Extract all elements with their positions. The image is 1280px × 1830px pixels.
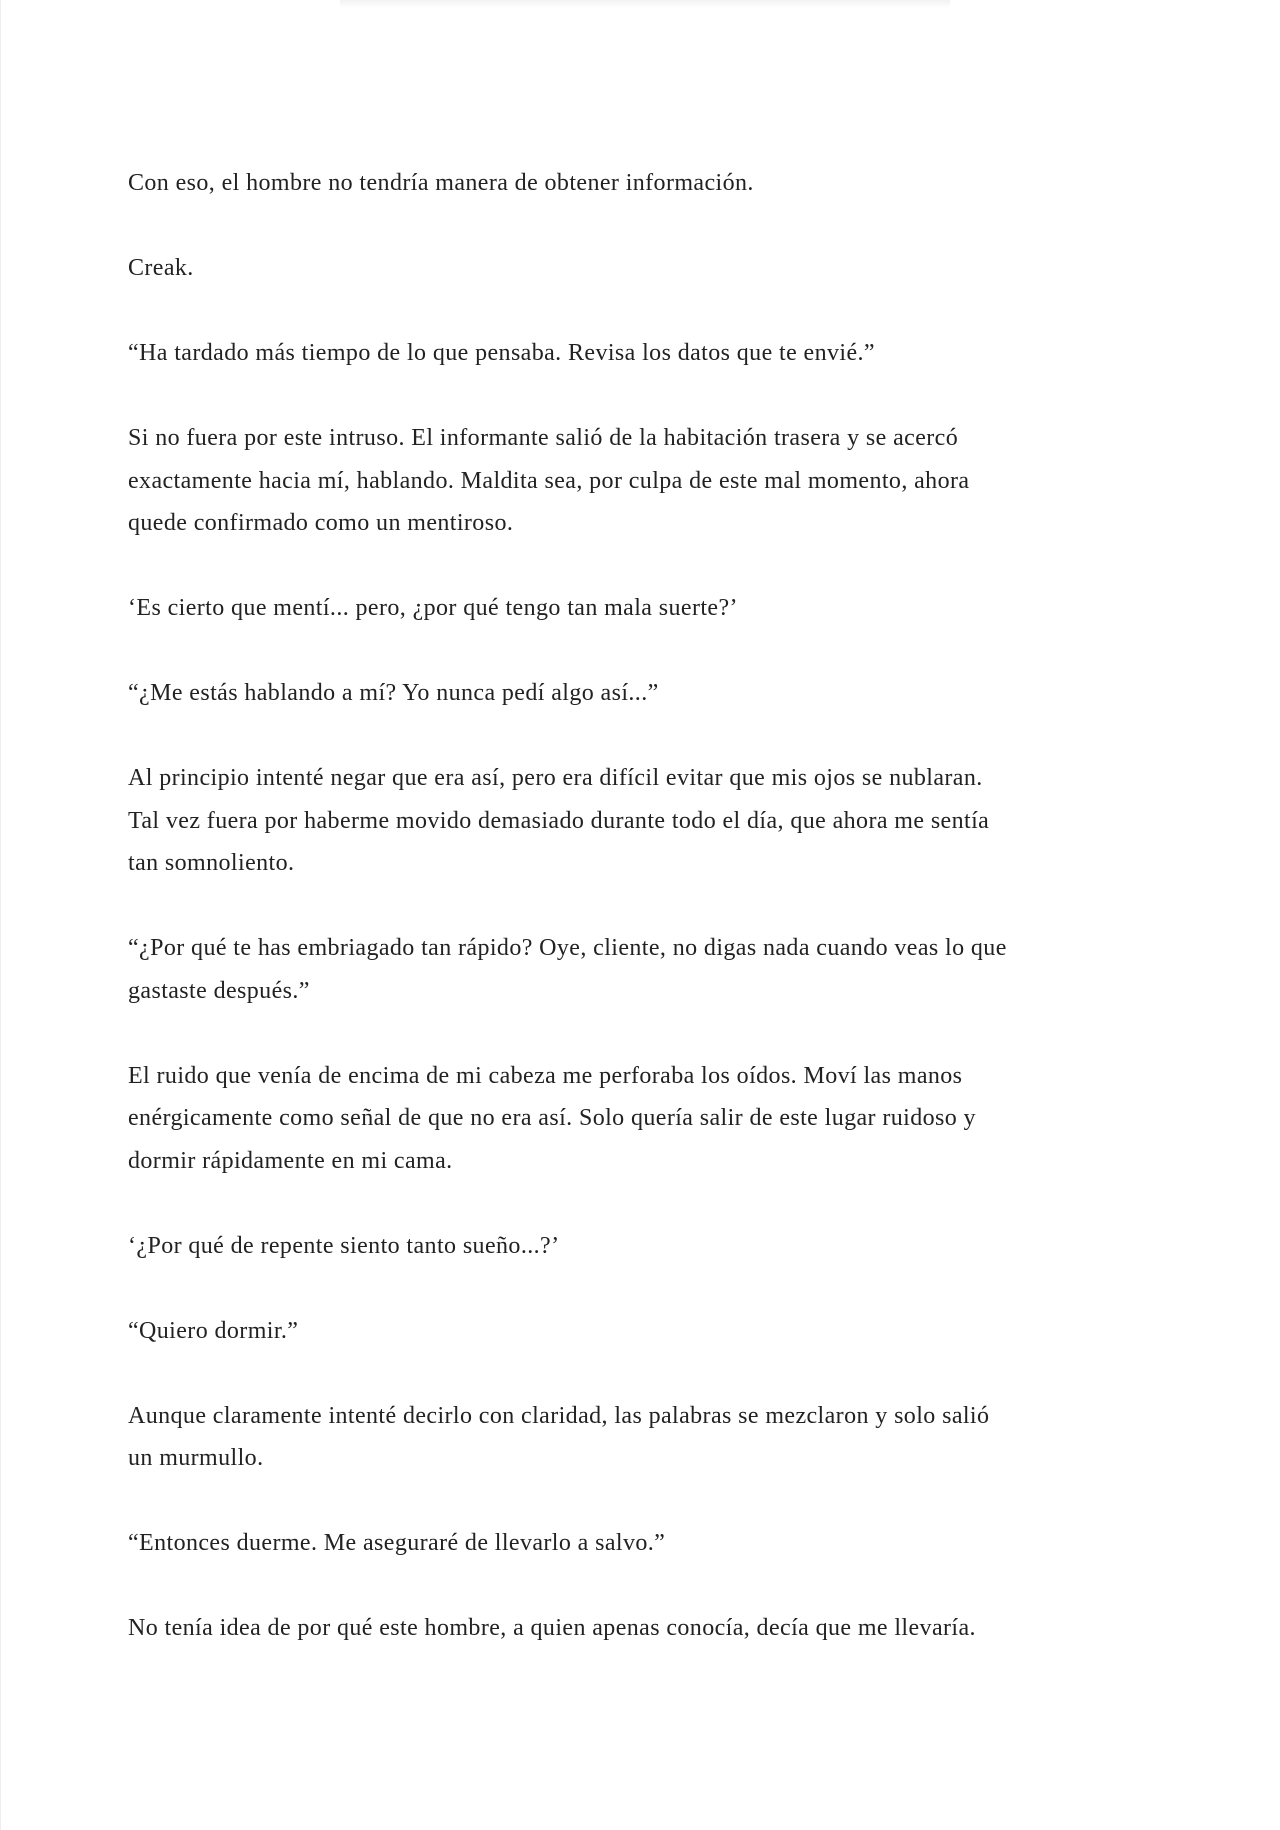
- paragraph: [128, 1055, 1188, 1183]
- text-line: El ruido que venía de encima de mi cabeza me perforaba los oídos. Moví las manos: [128, 1062, 963, 1089]
- text-line: un murmullo.: [128, 1445, 264, 1471]
- paragraph: [128, 247, 1188, 290]
- text-line: ‘Es cierto que mentí... pero, ¿por qué tengo tan mala suerte?’: [128, 595, 738, 621]
- top-shadow: [340, 0, 950, 8]
- text-line: “¿Me estás hablando a mí? Yo nunca pedí algo así...”: [128, 680, 659, 706]
- page-edge: [0, 0, 1, 1830]
- text-line: gastaste después.”: [128, 977, 310, 1004]
- paragraph: [128, 1310, 1188, 1353]
- text-line: “Quiero dormir.”: [128, 1317, 299, 1344]
- text-line: “¿Por qué te has embriagado tan rápido? Oye, cliente, no digas nada cuando veas lo que: [128, 935, 1007, 961]
- text-line: Tal vez fuera por haberme movido demasiado durante todo el día, que ahora me sentía: [128, 807, 990, 834]
- text-line: exactamente hacia mí, hablando. Maldita sea, por culpa de este mal momento, ahora: [128, 467, 970, 494]
- paragraph: [128, 332, 1188, 375]
- text-line: Si no fuera por este intruso. El informante salió de la habitación trasera y se acercó: [128, 425, 959, 451]
- paragraph: [128, 417, 1188, 545]
- paragraph: [128, 927, 1188, 1012]
- text-line: “Entonces duerme. Me aseguraré de llevarlo a salvo.”: [128, 1530, 666, 1556]
- paragraph: [128, 1607, 1188, 1650]
- text-line: Con eso, el hombre no tendría manera de obtener información.: [128, 170, 754, 196]
- paragraph: [128, 672, 1188, 715]
- document-body: [128, 162, 1188, 1692]
- text-line: Al principio intenté negar que era así, pero era difícil evitar que mis ojos se nublaran.: [128, 765, 983, 791]
- paragraph: [128, 1522, 1188, 1565]
- paragraph: [128, 1225, 1188, 1268]
- text-line: enérgicamente como señal de que no era así. Solo quería salir de este lugar ruidoso y: [128, 1105, 976, 1131]
- text-line: “Ha tardado más tiempo de lo que pensaba. Revisa los datos que te envié.”: [128, 340, 875, 366]
- text-line: ‘¿Por qué de repente siento tanto sueño...?’: [128, 1232, 560, 1259]
- text-line: dormir rápidamente en mi cama.: [128, 1147, 453, 1174]
- text-line: Creak.: [128, 255, 194, 281]
- text-line: quede confirmado como un mentiroso.: [128, 510, 514, 536]
- paragraph: [128, 162, 1188, 205]
- text-line: Aunque claramente intenté decirlo con claridad, las palabras se mezclaron y solo salió: [128, 1402, 990, 1429]
- paragraph: [128, 1395, 1188, 1480]
- paragraph: [128, 587, 1188, 630]
- text-line: tan somnoliento.: [128, 850, 295, 876]
- text-line: No tenía idea de por qué este hombre, a quien apenas conocía, decía que me llevaría.: [128, 1615, 976, 1641]
- paragraph: [128, 757, 1188, 885]
